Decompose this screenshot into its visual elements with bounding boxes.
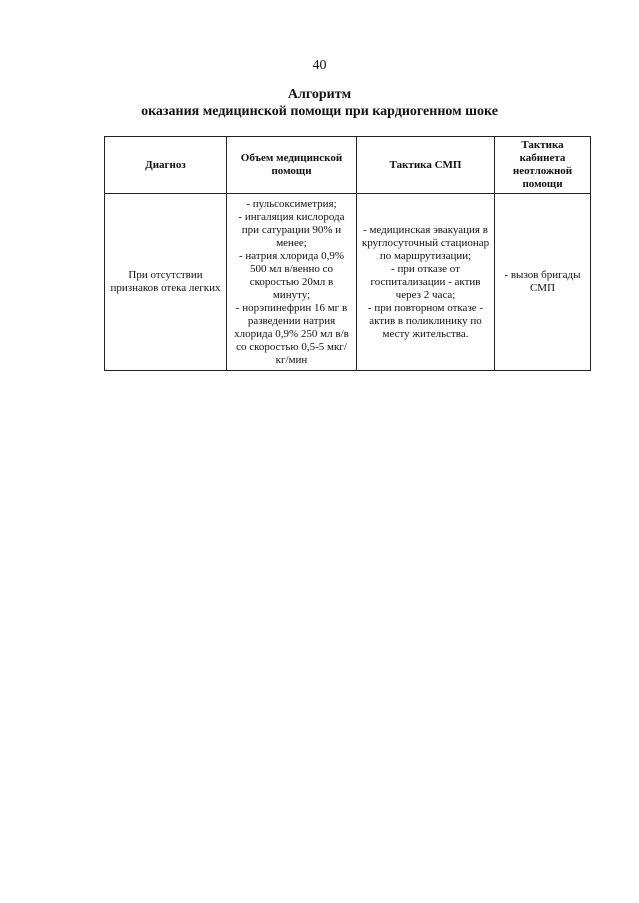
header-office-tactics: Тактика кабинета неотложной помощи [495, 137, 591, 194]
cell-diagnosis: При отсутствии признаков отека легких [105, 194, 227, 371]
header-diagnosis: Диагноз [105, 137, 227, 194]
cell-office-tactics: - вызов бригады СМП [495, 194, 591, 371]
table-header-row [105, 137, 591, 194]
table-row [105, 194, 591, 371]
title-line-2: оказания медицинской помощи при кардиогенном шоке [141, 104, 498, 119]
smp-item: - при отказе от госпитализации - актив через 2 часа; [370, 262, 481, 301]
title-line-1: Алгоритм [287, 87, 352, 102]
smp-item: - медицинская эвакуация в круглосуточный стационар по маршрутизации; [361, 223, 490, 262]
care-item: - натрия хлорида 0,9% 500 мл в/венно со скоростью 20мл в минуту; [238, 249, 345, 301]
care-item: - ингаляция кислорода при сатурации 90% и менее; [238, 210, 345, 249]
header-care-volume: Объем медицинской помощи [227, 137, 357, 194]
cell-care-volume [227, 194, 357, 371]
document-title [0, 86, 639, 120]
smp-item: - при повторном отказе - актив в поликлинику по месту жительства. [367, 301, 484, 340]
algorithm-table [104, 136, 591, 371]
header-smp-tactics: Тактика СМП [357, 137, 495, 194]
page-number: 40 [312, 58, 327, 73]
cell-smp-tactics [357, 194, 495, 371]
care-item: - пульсоксиметрия; [246, 197, 337, 210]
care-item: - норэпинефрин 16 мг в разведении натрия хлорида 0,9% 250 мл в/в со скоростью 0,5-5 мкг/кг/мин [234, 301, 349, 366]
